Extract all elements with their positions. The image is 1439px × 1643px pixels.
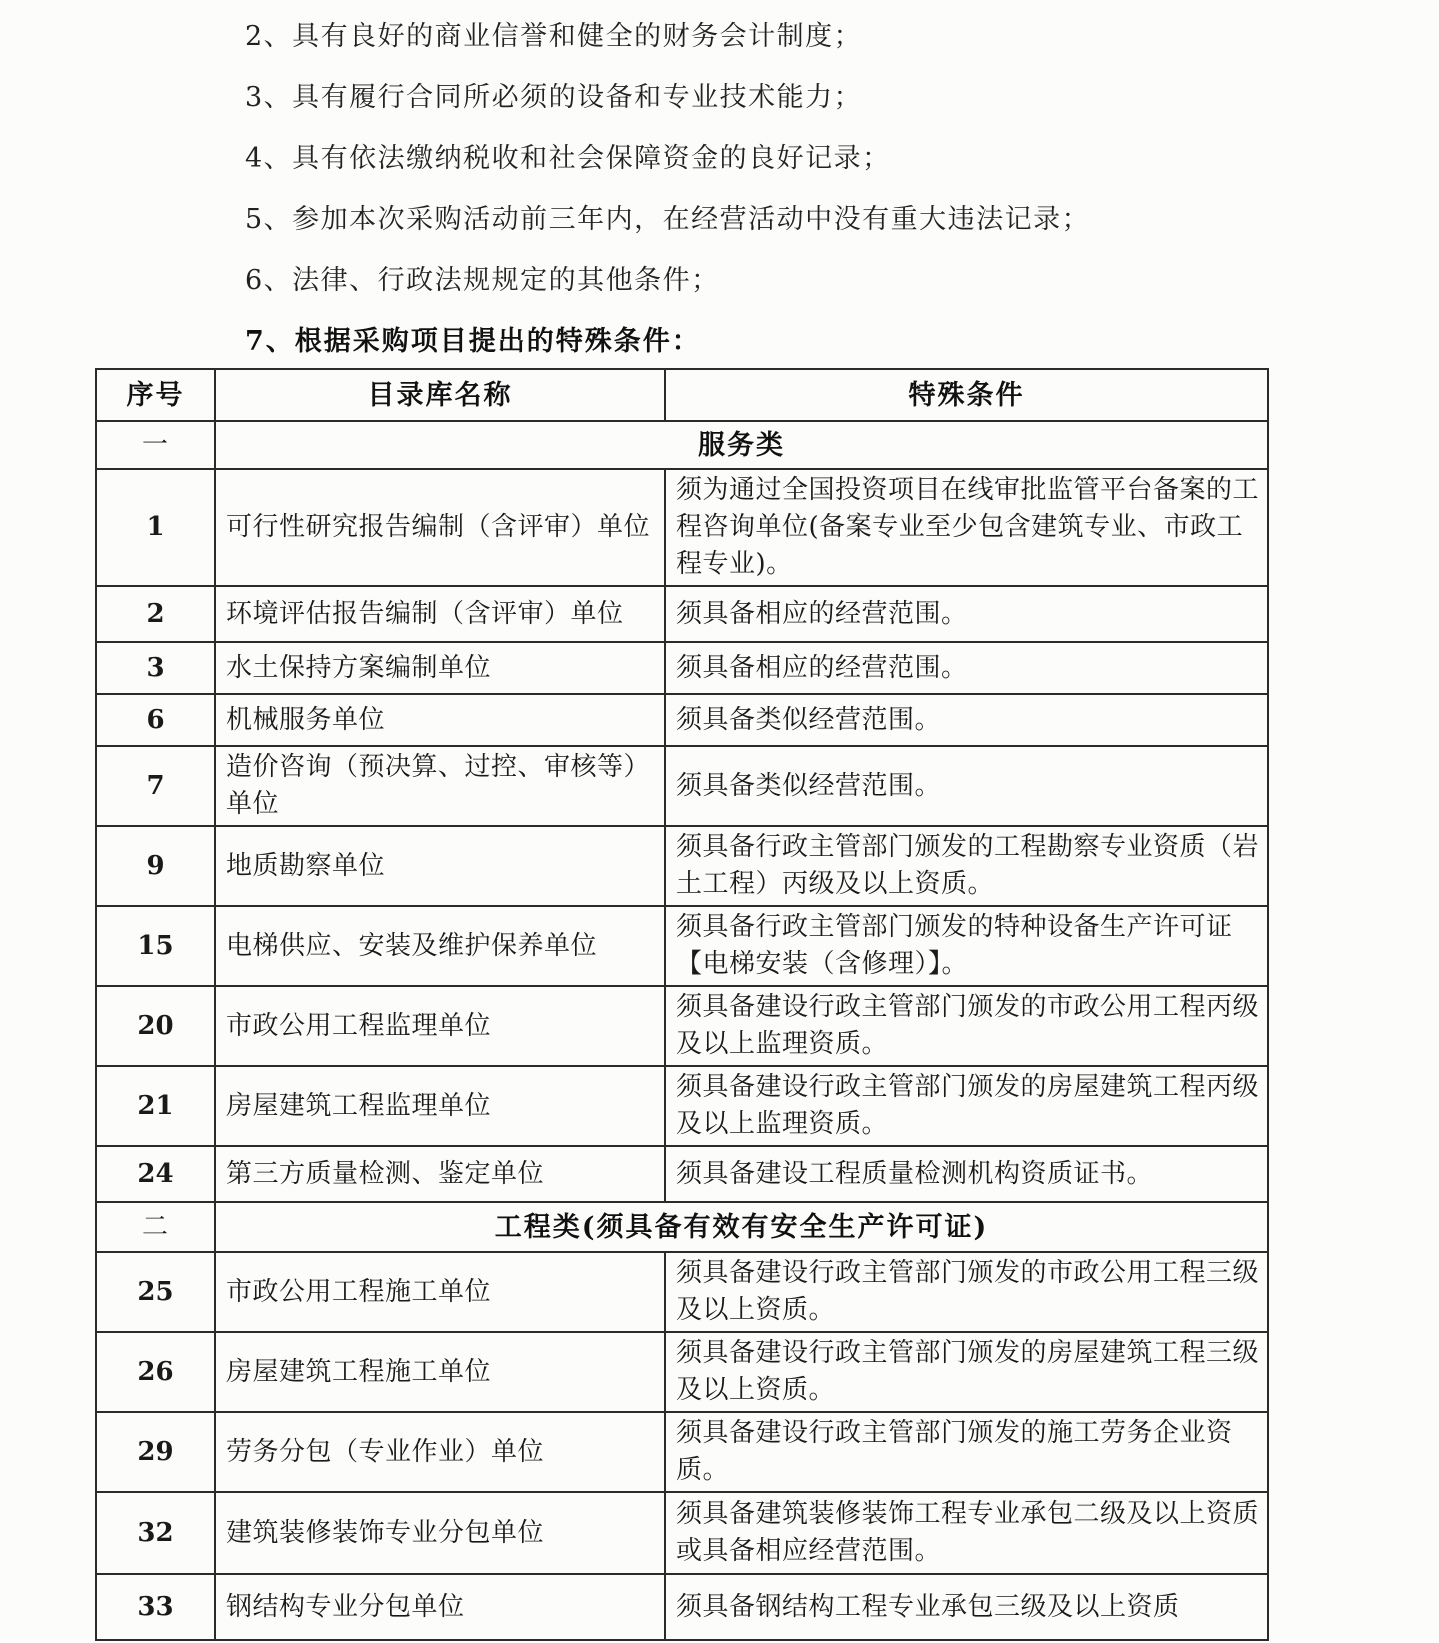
row-condition: 须具备建设工程质量检测机构资质证书。 [665,1146,1268,1202]
row-catalog-name: 钢结构专业分包单位 [215,1574,665,1640]
row-condition: 须具备建设行政主管部门颁发的房屋建筑工程丙级及以上监理资质。 [665,1066,1268,1146]
row-condition: 须具备建设行政主管部门颁发的市政公用工程三级及以上资质。 [665,1252,1268,1332]
condition-item-2: 2、具有良好的商业信誉和健全的财务会计制度； [245,21,863,52]
row-no: 26 [96,1332,215,1412]
table-row [96,1146,1268,1202]
table-row [96,826,1268,906]
table-row [96,986,1268,1066]
row-condition: 须具备相应的经营范围。 [665,586,1268,642]
row-no: 2 [96,586,215,642]
row-catalog-name: 机械服务单位 [215,694,665,746]
row-catalog-name: 造价咨询（预决算、过控、审核等）单位 [215,746,665,826]
row-condition: 须具备建设行政主管部门颁发的市政公用工程丙级及以上监理资质。 [665,986,1268,1066]
section-no: 二 [96,1202,215,1252]
section-label-engineering: 工程类(须具备有效有安全生产许可证) [215,1202,1268,1252]
table-row [96,642,1268,694]
row-catalog-name: 市政公用工程监理单位 [215,986,665,1066]
table-section-row [96,1202,1268,1252]
row-no: 33 [96,1574,215,1640]
row-condition: 须具备建设行政主管部门颁发的施工劳务企业资质。 [665,1412,1268,1492]
row-condition: 须具备钢结构工程专业承包三级及以上资质 [665,1574,1268,1640]
section-no: 一 [96,421,215,469]
row-no: 25 [96,1252,215,1332]
table-row [96,1066,1268,1146]
table-header-row [96,369,1268,421]
row-condition: 须具备建筑装修装饰工程专业承包二级及以上资质或具备相应经营范围。 [665,1492,1268,1574]
table-section-row [96,421,1268,469]
row-no: 21 [96,1066,215,1146]
row-catalog-name: 环境评估报告编制（含评审）单位 [215,586,665,642]
row-catalog-name: 房屋建筑工程监理单位 [215,1066,665,1146]
table-row [96,586,1268,642]
row-catalog-name: 地质勘察单位 [215,826,665,906]
row-catalog-name: 房屋建筑工程施工单位 [215,1332,665,1412]
row-no: 1 [96,469,215,586]
row-no: 6 [96,694,215,746]
row-catalog-name: 第三方质量检测、鉴定单位 [215,1146,665,1202]
table-row [96,694,1268,746]
row-no: 29 [96,1412,215,1492]
row-condition: 须具备类似经营范围。 [665,694,1268,746]
row-catalog-name: 建筑装修装饰专业分包单位 [215,1492,665,1574]
row-no: 9 [96,826,215,906]
row-condition: 须具备建设行政主管部门颁发的房屋建筑工程三级及以上资质。 [665,1332,1268,1412]
header-seq-no: 序号 [96,369,215,421]
special-conditions-table [95,368,1269,1641]
table-row [96,1574,1268,1640]
table-row [96,1492,1268,1574]
condition-item-3: 3、具有履行合同所必须的设备和专业技术能力； [245,82,863,113]
condition-item-6: 6、法律、行政法规规定的其他条件； [245,265,720,296]
row-no: 20 [96,986,215,1066]
row-catalog-name: 可行性研究报告编制（含评审）单位 [215,469,665,586]
table-row [96,746,1268,826]
table-row [96,1252,1268,1332]
row-catalog-name: 劳务分包（专业作业）单位 [215,1412,665,1492]
condition-item-4: 4、具有依法缴纳税收和社会保障资金的良好记录； [245,143,891,174]
row-no: 7 [96,746,215,826]
table-row [96,469,1268,586]
condition-item-7-special: 7、根据采购项目提出的特殊条件： [245,326,701,357]
qualification-conditions-list [0,0,1439,357]
row-catalog-name: 水土保持方案编制单位 [215,642,665,694]
table-row [96,1412,1268,1492]
section-label-services: 服务类 [215,421,1268,469]
row-condition: 须具备类似经营范围。 [665,746,1268,826]
row-catalog-name: 电梯供应、安装及维护保养单位 [215,906,665,986]
header-special-condition: 特殊条件 [665,369,1268,421]
row-no: 24 [96,1146,215,1202]
row-no: 32 [96,1492,215,1574]
row-condition: 须具备行政主管部门颁发的工程勘察专业资质（岩土工程）丙级及以上资质。 [665,826,1268,906]
row-catalog-name: 市政公用工程施工单位 [215,1252,665,1332]
row-condition: 须具备相应的经营范围。 [665,642,1268,694]
table-row [96,906,1268,986]
row-condition: 须为通过全国投资项目在线审批监管平台备案的工程咨询单位(备案专业至少包含建筑专业、市政工程专业)。 [665,469,1268,586]
table-row [96,1332,1268,1412]
row-no: 15 [96,906,215,986]
header-catalog-name: 目录库名称 [215,369,665,421]
row-condition: 须具备行政主管部门颁发的特种设备生产许可证【电梯安装（含修理）】。 [665,906,1268,986]
condition-item-5: 5、参加本次采购活动前三年内，在经营活动中没有重大违法记录； [245,204,1091,235]
row-no: 3 [96,642,215,694]
